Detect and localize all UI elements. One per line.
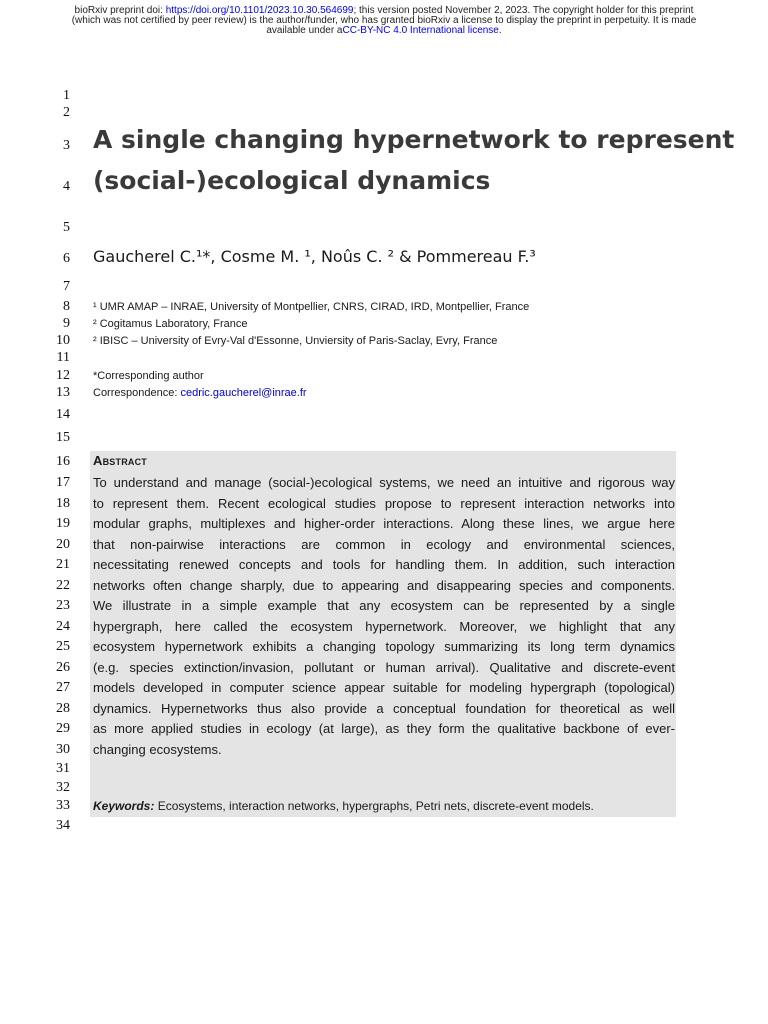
email-link[interactable]: cedric.gaucherel@inrae.fr (180, 387, 307, 399)
abstract-line: dynamics. Hypernetworks thus also provide a conceptual foundation for theoretical as well (93, 701, 675, 716)
line-number: 20 (56, 537, 70, 552)
line-number: 12 (56, 368, 70, 383)
line-number: 29 (56, 721, 70, 736)
affiliation: ² IBISC – University of Evry-Val d'Essonne, Unviersity of Paris-Saclay, Evry, France (93, 335, 498, 347)
banner-middle: ; this version posted November 2, 2023. The copyright holder for this preprint (which was not certified by peer review) is the author/funder, who has granted bioRxiv a license to display the preprint in perpetuity. It is made available under a (71, 5, 697, 36)
banner-suffix: . (498, 25, 502, 36)
line-number: 5 (63, 220, 70, 235)
banner-prefix: bioRxiv preprint doi: (74, 5, 166, 16)
line-number: 34 (56, 818, 70, 833)
line-number: 4 (63, 179, 70, 194)
line-number: 26 (56, 660, 70, 675)
line-number: 10 (56, 333, 70, 348)
line-number: 25 (56, 639, 70, 654)
keywords-label: Keywords: (93, 799, 155, 813)
correspondence-line (93, 385, 307, 401)
paper-title-line-2: (social-)ecological dynamics (93, 166, 491, 195)
line-number: 9 (63, 316, 70, 331)
line-number: 6 (63, 251, 70, 266)
line-number: 23 (56, 598, 70, 613)
doi-link[interactable]: https://doi.org/10.1101/2023.10.30.564699 (165, 5, 354, 16)
line-number: 30 (56, 742, 70, 757)
abstract-line: We illustrate in a simple example that any ecosystem can be represented by a single (93, 598, 675, 613)
line-number: 18 (56, 496, 70, 511)
line-number: 31 (56, 761, 70, 776)
author-list: Gaucherel C.¹*, Cosme M. ¹, Noûs C. ² & Pommereau F.³ (93, 247, 536, 266)
abstract-line: networks often change sharply, due to appearing and disappearing species and components. (93, 578, 675, 593)
paper-title-line-1: A single changing hypernetwork to represent (93, 125, 735, 154)
line-number: 22 (56, 578, 70, 593)
line-number: 11 (56, 350, 70, 365)
abstract-line: as more applied studies in ecology (at large), as they form the qualitative backbone of ever- (93, 721, 675, 736)
abstract-line: modular graphs, multiplexes and higher-order interactions. Along these lines, we argue here (93, 516, 675, 531)
keywords-text: Ecosystems, interaction networks, hypergraphs, Petri nets, discrete-event models. (154, 799, 594, 813)
abstract-line: ecosystem hypernetwork exhibits a changing topology summarizing its long term dynamics (93, 639, 675, 654)
line-number: 14 (56, 407, 70, 422)
abstract-line: (e.g. species extinction/invasion, pollutant or human arrival). Qualitative and discrete-event (93, 660, 675, 675)
line-number: 33 (56, 798, 70, 813)
abstract-line: to represent them. Recent ecological studies propose to represent interaction networks into (93, 496, 675, 511)
correspondence-label: Correspondence: (93, 387, 181, 399)
line-number: 1 (63, 88, 70, 103)
line-number: 8 (63, 299, 70, 314)
license-link[interactable]: CC-BY-NC 4.0 International license (342, 25, 499, 36)
line-number: 28 (56, 701, 70, 716)
abstract-line: hypergraph, here called the ecosystem hypernetwork. Moreover, we highlight that any (93, 619, 675, 634)
keywords-line (93, 798, 594, 814)
line-number: 19 (56, 516, 70, 531)
line-number: 13 (56, 385, 70, 400)
line-number: 17 (56, 475, 70, 490)
line-number: 7 (63, 279, 70, 294)
line-number: 21 (56, 557, 70, 572)
abstract-line: To understand and manage (social-)ecological systems, we need an intuitive and rigorous way (93, 475, 675, 490)
abstract-line: models developed in computer science appear suitable for modeling hypergraph (topological) (93, 680, 675, 695)
abstract-line: changing ecosystems. (93, 742, 222, 757)
preprint-banner (60, 6, 708, 36)
line-number: 2 (63, 105, 70, 120)
line-number: 32 (56, 780, 70, 795)
abstract-line: that non-pairwise interactions are common in ecology and environmental sciences, (93, 537, 675, 552)
affiliation: ² Cogitamus Laboratory, France (93, 318, 248, 330)
affiliation: ¹ UMR AMAP – INRAE, University of Montpellier, CNRS, CIRAD, IRD, Montpellier, France (93, 301, 530, 313)
abstract-heading: Abstract (93, 453, 147, 468)
line-number: 15 (56, 430, 70, 445)
line-number: 24 (56, 619, 70, 634)
line-number: 27 (56, 680, 70, 695)
line-number: 16 (56, 454, 70, 469)
corresponding-author-label: *Corresponding author (93, 370, 204, 382)
line-number: 3 (63, 138, 70, 153)
abstract-line: necessitating renewed concepts and tools for handling them. In addition, such interaction (93, 557, 675, 572)
